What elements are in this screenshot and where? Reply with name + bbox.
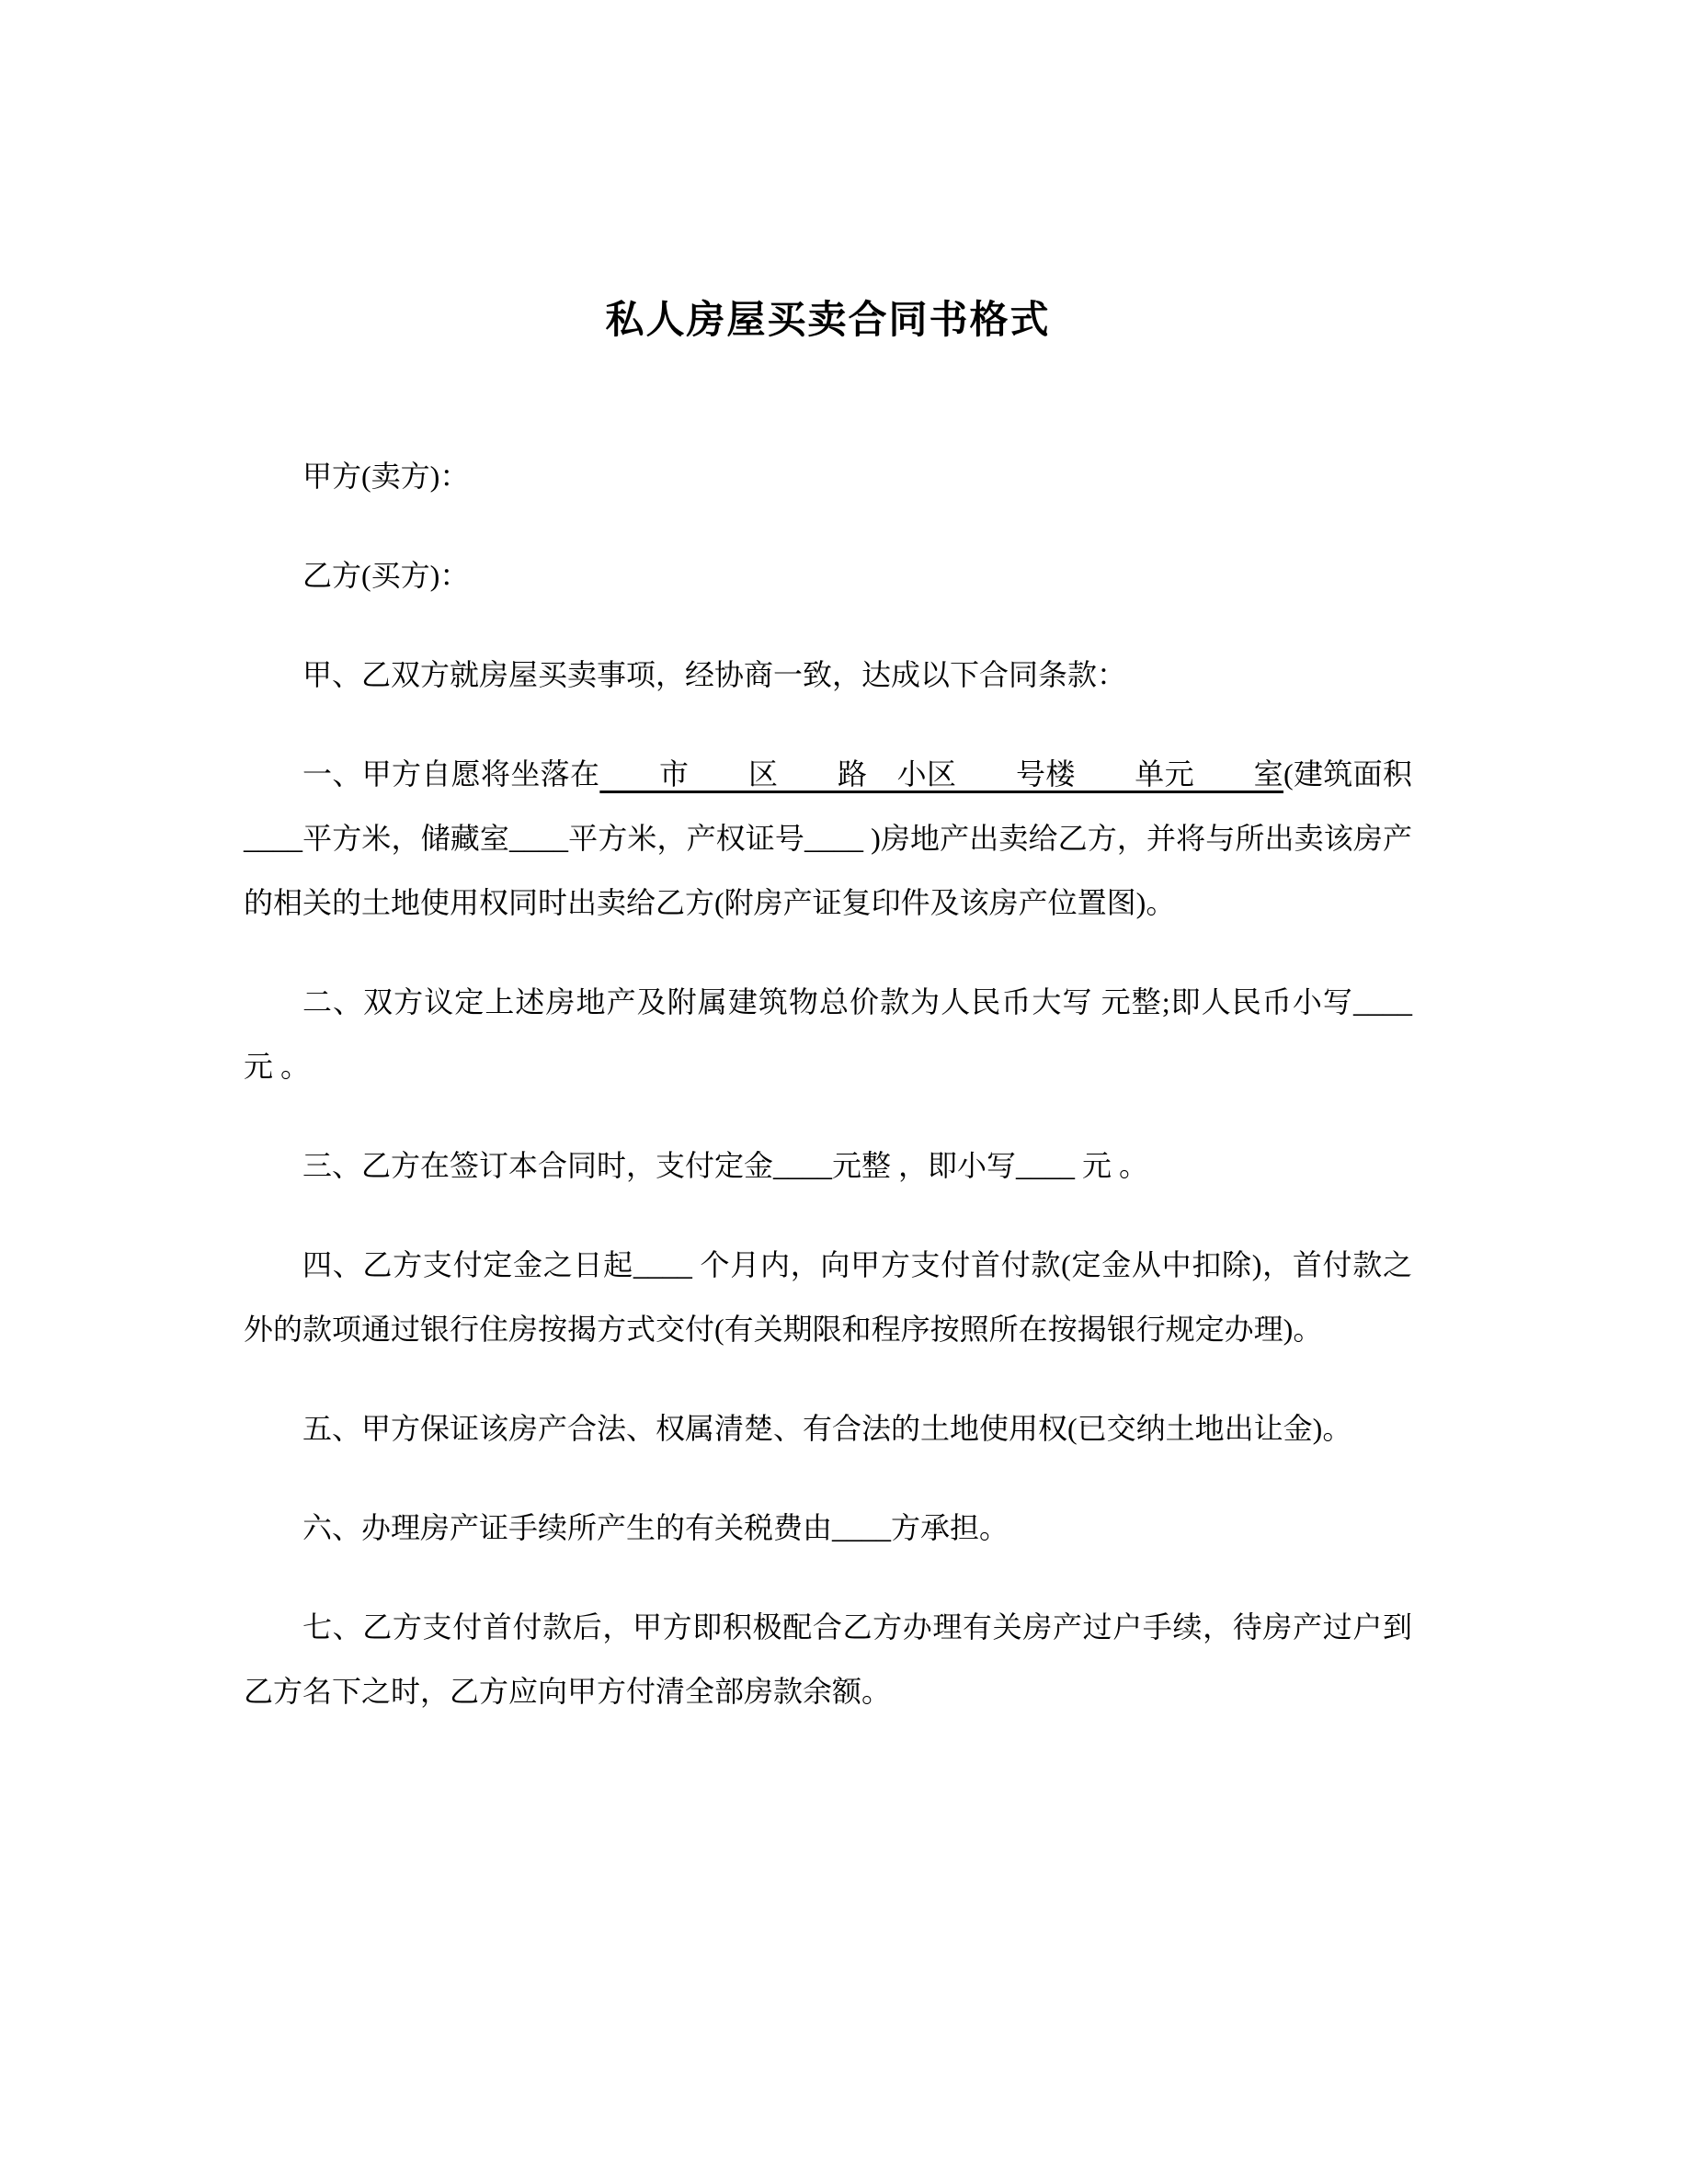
text-run: (建筑面积____平方米，储藏室____平方米，产权证号____ )房地产出卖给乙方，并将与所出卖该房产的相关的土地使用权同时出卖给乙方(附房产证复印件及该房产位置图)。	[244, 757, 1412, 919]
text-run: 乙方(买方)：	[302, 559, 470, 592]
paragraph	[244, 444, 1412, 508]
text-run: 二、双方议定上述房地产及附属建筑物总价款为人民币大写 元整;即人民币小写____ 元 。	[244, 985, 1412, 1083]
paragraph	[244, 970, 1412, 1098]
paragraph	[244, 643, 1412, 707]
blank-underline: 市 区 路 小区 号楼 单元 室	[599, 757, 1283, 791]
text-run: 七、乙方支付首付款后，甲方即积极配合乙方办理有关房产过户手续，待房产过户到乙方名下之时，乙方应向甲方付清全部房款余额。	[244, 1610, 1412, 1708]
text-run: 甲方(卖方)：	[302, 460, 470, 493]
paragraph	[244, 1233, 1412, 1361]
document-title: 私人房屋买卖合同书格式	[605, 300, 1051, 342]
text-run: 甲、乙双方就房屋买卖事项，经协商一致，达成以下合同条款：	[302, 658, 1127, 691]
paragraph	[244, 1496, 1412, 1560]
text-run: 三、乙方在签订本合同时，支付定金____元整 ，即小写____ 元 。	[302, 1149, 1149, 1182]
paragraph	[244, 1133, 1412, 1198]
text-run: 六、办理房产证手续所产生的有关税费由____方承担。	[302, 1511, 1009, 1544]
paragraph	[244, 742, 1412, 935]
text-run: 一、甲方自愿将坐落在	[302, 757, 600, 791]
document-body	[244, 444, 1412, 1723]
paragraph	[244, 1595, 1412, 1723]
paragraph	[244, 1396, 1412, 1461]
text-run: 五、甲方保证该房产合法、权属清楚、有合法的土地使用权(已交纳土地出让金)。	[302, 1412, 1352, 1445]
paragraph	[244, 543, 1412, 608]
text-run: 四、乙方支付定金之日起____ 个月内，向甲方支付首付款(定金从中扣除)，首付款之外的款项通过银行住房按揭方式交付(有关期限和程序按照所在按揭银行规定办理)。	[244, 1248, 1412, 1346]
